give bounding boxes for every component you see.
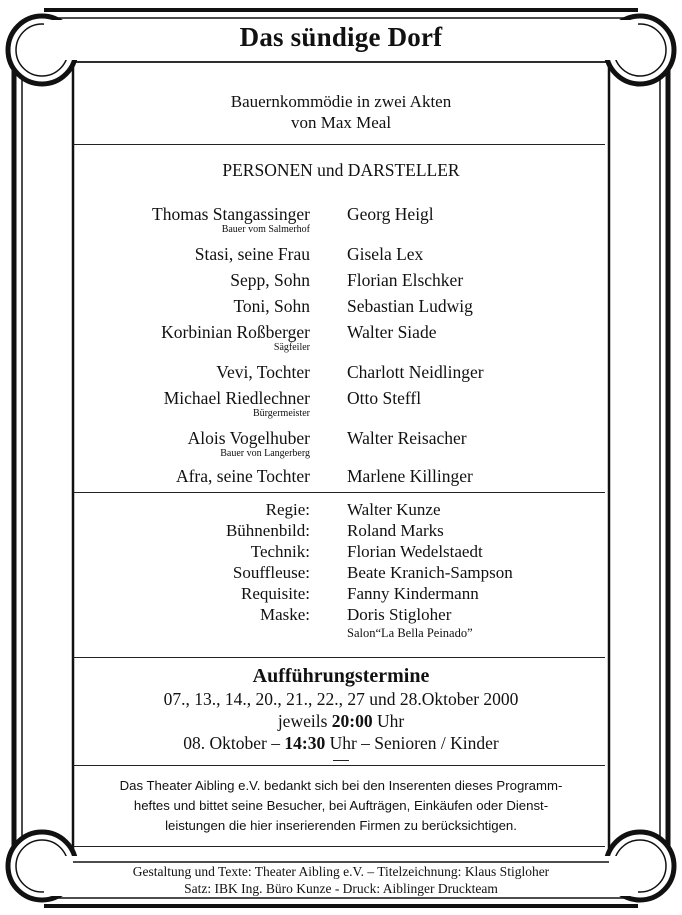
cast-role: Michael Riedlechner xyxy=(163,388,310,408)
crew-name: Roland Marks xyxy=(347,521,444,540)
small-dash xyxy=(333,760,349,761)
cast-actor: Florian Elschker xyxy=(347,270,464,290)
cast-actor: Walter Reisacher xyxy=(347,428,467,448)
notice-line-3: leistungen die hier inserierenden Firmen zu berücksichtigen. xyxy=(165,818,517,833)
page-title: Das sündige Dorf xyxy=(239,22,443,52)
crew-name: Florian Wedelstaedt xyxy=(347,542,483,561)
time-prefix: jeweils xyxy=(277,711,332,731)
cast-actor: Sebastian Ludwig xyxy=(347,296,473,316)
crew-label: Souffleuse: xyxy=(232,563,310,582)
cast-role: Thomas Stangassinger xyxy=(152,204,310,224)
performance-time: 20:00 xyxy=(331,711,373,731)
crew-label: Regie: xyxy=(265,500,310,519)
cast-row xyxy=(0,204,682,244)
cast-role-note: Bürgermeister xyxy=(252,408,310,419)
crew-row xyxy=(0,521,682,542)
notice-line-1: Das Theater Aibling e.V. bedankt sich bei den Inserenten dieses Programm- xyxy=(119,778,563,793)
cast-row xyxy=(0,428,682,468)
crew-row xyxy=(0,542,682,563)
cast-actor: Gisela Lex xyxy=(347,244,424,264)
cast-role: Afra, seine Tochter xyxy=(175,466,310,486)
crew-label: Requisite: xyxy=(241,584,310,603)
divider xyxy=(73,144,605,145)
subtitle-line-1: Bauernkommödie in zwei Akten xyxy=(230,92,452,111)
subtitle-line-2: von Max Meal xyxy=(290,113,392,132)
notice-line-2: heftes und bittet seine Besucher, bei Aufträgen, Einkäufen oder Dienst- xyxy=(133,798,549,813)
divider xyxy=(73,657,605,658)
crew-label: Technik: xyxy=(250,542,310,561)
cast-actor: Otto Steffl xyxy=(347,388,422,408)
crew-note: Salon“La Bella Peinado” xyxy=(347,626,473,640)
cast-actor: Marlene Killinger xyxy=(347,466,473,486)
special-suffix: Uhr – Senioren / Kinder xyxy=(325,733,499,753)
cast-role: Alois Vogelhuber xyxy=(187,428,310,448)
divider xyxy=(73,846,605,847)
cast-role: Toni, Sohn xyxy=(233,296,310,316)
cast-role: Stasi, seine Frau xyxy=(194,244,310,264)
footer-credits-2: Satz: IBK Ing. Büro Kunze - Druck: Aiblinger Druckteam xyxy=(184,881,498,896)
performance-dates: 07., 13., 14., 20., 21., 22., 27 und 28.Oktober 2000 xyxy=(163,689,519,709)
performance-time-line xyxy=(0,711,682,732)
special-time: 14:30 xyxy=(284,733,326,753)
cast-role-note: Sägfeiler xyxy=(273,342,310,353)
footer-credits-1: Gestaltung und Texte: Theater Aibling e.V. – Titelzeichnung: Klaus Stigloher xyxy=(132,864,550,879)
divider xyxy=(73,765,605,766)
crew-name: Beate Kranich-Sampson xyxy=(347,563,513,582)
performances-heading: Aufführungstermine xyxy=(252,665,430,687)
cast-actor: Walter Siade xyxy=(347,322,437,342)
divider xyxy=(73,492,605,493)
crew-row xyxy=(0,563,682,584)
crew-row xyxy=(0,500,682,521)
special-prefix: 08. Oktober – xyxy=(183,733,285,753)
cast-role-note: Bauer vom Salmerhof xyxy=(221,224,310,235)
crew-name: Walter Kunze xyxy=(347,500,441,519)
cast-role-note: Bauer von Langerberg xyxy=(220,448,310,459)
crew-row xyxy=(0,584,682,605)
special-performance-line xyxy=(0,733,682,754)
time-suffix: Uhr xyxy=(372,711,405,731)
crew-label: Bühnenbild: xyxy=(225,521,310,540)
cast-actor: Charlott Neidlinger xyxy=(347,362,484,382)
cast-row xyxy=(0,322,682,362)
cast-role: Vevi, Tochter xyxy=(216,362,310,382)
section-heading: PERSONEN und DARSTELLER xyxy=(222,160,460,180)
crew-row xyxy=(0,605,682,626)
cast-role: Sepp, Sohn xyxy=(230,270,310,290)
cast-role: Korbinian Roßberger xyxy=(161,322,310,342)
crew-name: Doris Stigloher xyxy=(347,605,452,624)
crew-label: Maske: xyxy=(259,605,310,624)
sponsor-notice xyxy=(80,776,602,836)
crew-name: Fanny Kindermann xyxy=(347,584,479,603)
cast-row xyxy=(0,388,682,428)
cast-actor: Georg Heigl xyxy=(347,204,434,224)
